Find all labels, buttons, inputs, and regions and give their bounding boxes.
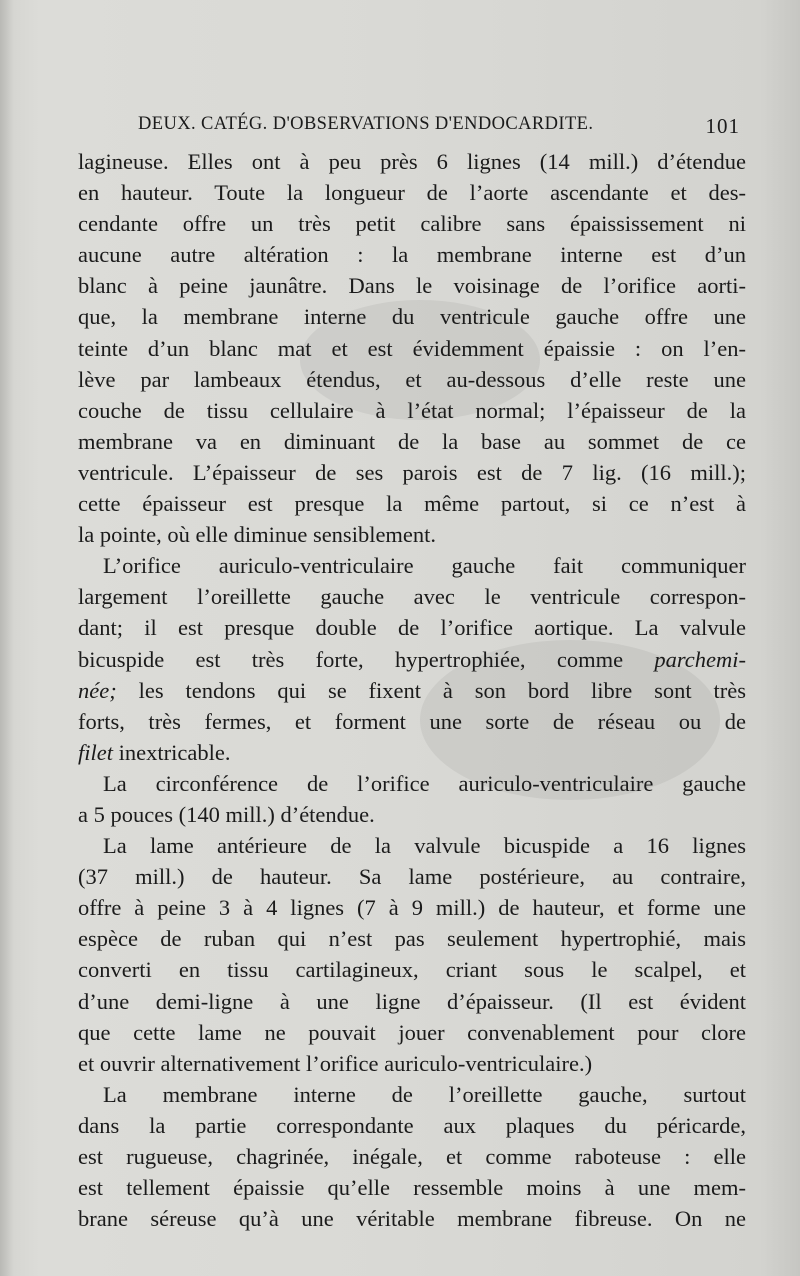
text-line: (37 mill.) de hauteur. Sa lame postérieure, au contraire, (78, 864, 746, 890)
italic-word: filet (78, 739, 113, 765)
text-line: teinte d’un blanc mat et est évidemment épaissie : on l’en- (78, 335, 746, 361)
text-line: d’une demi-ligne à une ligne d’épaisseur. (Il est évident (78, 988, 746, 1014)
text-line: couche de tissu cellulaire à l’état normal; l’épaisseur de la (78, 397, 746, 423)
text-line (78, 737, 746, 768)
text-line: cette épaisseur est presque la même partout, si ce n’est à (78, 491, 746, 517)
text-line: la pointe, où elle diminue sensiblement. (78, 522, 437, 548)
paragraph (78, 550, 746, 768)
text-run: inextricable. (113, 739, 231, 765)
text-line: est tellement épaissie qu’elle ressemble moins à une mem- (78, 1175, 746, 1201)
text-line: cendante offre un très petit calibre sans épaississement ni (78, 211, 746, 237)
text-run: les tendons qui se fixent à son bord libre sont très (116, 677, 746, 703)
text-line: La membrane interne de l’oreillette gauche, surtout (103, 1081, 746, 1107)
text-line: et ouvrir alternativement l’orifice auriculo-ventriculaire.) (78, 1050, 593, 1076)
text-line: forts, très fermes, et forment une sorte de réseau ou de (78, 708, 746, 734)
text-line: offre à peine 3 à 4 lignes (7 à 9 mill.) de hauteur, et forme une (78, 895, 746, 921)
paragraph (78, 830, 746, 1079)
text-line: brane séreuse qu’à une véritable membrane fibreuse. On ne (78, 1206, 746, 1232)
text-line: est rugueuse, chagrinée, inégale, et comme raboteuse : elle (78, 1144, 746, 1169)
text-line (78, 644, 746, 675)
text-line: ventricule. L’épaisseur de ses parois est de 7 lig. (16 mill.); (78, 459, 746, 485)
paragraph (78, 146, 746, 550)
text-line: lagineuse. Elles ont à peu près 6 lignes (14 mill.) d’étendue (78, 149, 746, 174)
text-line: largement l’oreillette gauche avec le ventricule correspon- (78, 584, 746, 610)
text-line: La lame antérieure de la valvule bicuspide a 16 lignes (103, 833, 746, 859)
text-line: dans la partie correspondante aux plaques du péricarde, (78, 1112, 746, 1138)
running-head: DEUX. CATÉG. D'OBSERVATIONS D'ENDOCARDITE. (138, 114, 594, 134)
text-line (78, 675, 746, 706)
text-line: que cette lame ne pouvait jouer convenablement pour clore (78, 1019, 746, 1045)
text-line: dant; il est presque double de l’orifice aortique. La valvule (78, 615, 746, 641)
paragraph (78, 1079, 746, 1234)
italic-word: parchemi- (654, 646, 746, 672)
page-number: 101 (705, 114, 740, 138)
page-header (138, 114, 740, 140)
text-line: espèce de ruban qui n’est pas seulement hypertrophié, mais (78, 926, 746, 952)
text-run: bicuspide est très forte, hypertrophiée, comme (78, 646, 655, 672)
body-text (78, 146, 746, 1234)
text-line: La circonférence de l’orifice auriculo-ventriculaire gauche (103, 770, 746, 796)
text-line: converti en tissu cartilagineux, criant sous le scalpel, et (78, 957, 746, 983)
text-line: L’orifice auriculo-ventriculaire gauche fait communiquer (103, 553, 746, 579)
text-line: lève par lambeaux étendus, et au-dessous d’elle reste une (78, 366, 746, 392)
text-line: que, la membrane interne du ventricule gauche offre une (78, 304, 746, 330)
text-line: en hauteur. Toute la longueur de l’aorte ascendante et des- (78, 180, 746, 206)
text-line: membrane va en diminuant de la base au sommet de ce (78, 428, 746, 454)
text-line: aucune autre altération : la membrane interne est d’un (78, 242, 746, 268)
paragraph (78, 768, 746, 830)
italic-word: née; (78, 677, 117, 703)
text-line: a 5 pouces (140 mill.) d’étendue. (78, 801, 375, 827)
text-line: blanc à peine jaunâtre. Dans le voisinage de l’orifice aorti- (78, 273, 746, 299)
